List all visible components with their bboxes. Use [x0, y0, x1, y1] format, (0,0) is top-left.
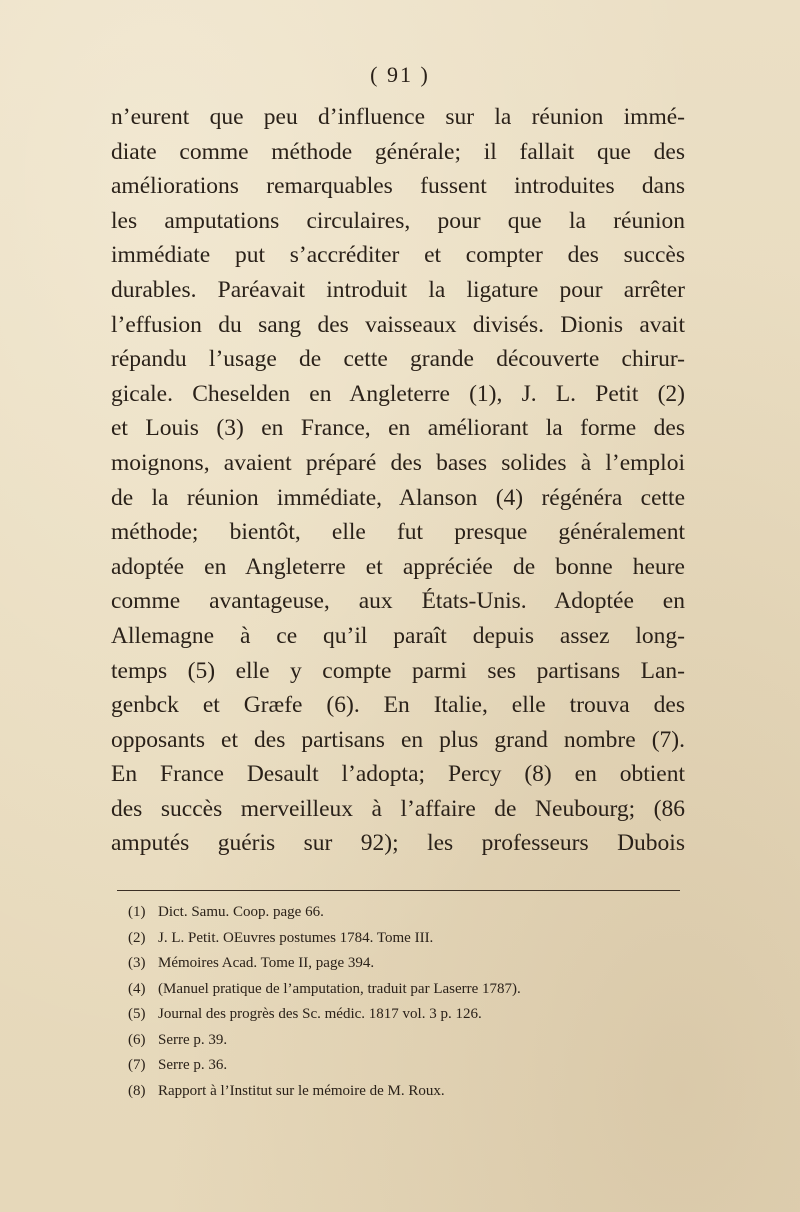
- footnote-text: Mémoires Acad. Tome II, page 394.: [158, 955, 375, 971]
- footnote: [128, 900, 688, 926]
- text-line: l’effusion du sang des vaisseaux divisés. Dionis avait: [111, 311, 685, 338]
- footnote: [128, 1028, 688, 1054]
- text-line: améliorations remarquables fussent introduites dans: [111, 173, 685, 200]
- footnote: [128, 1002, 688, 1028]
- text-line: opposants et des partisans en plus grand nombre (7).: [111, 726, 685, 753]
- text-line: immédiate put s’accréditer et compter des succès: [111, 242, 685, 269]
- text-line: comme avantageuse, aux États-Unis. Adoptée en: [111, 588, 685, 615]
- footnote-text: (Manuel pratique de l’amputation, traduit par Laserre 1787).: [158, 980, 521, 997]
- footnote-text: Serre p. 39.: [158, 1031, 228, 1048]
- footnotes: [128, 900, 688, 1104]
- text-line: de la réunion immédiate, Alanson (4) régénéra cette: [111, 484, 685, 511]
- body-text: [111, 100, 685, 861]
- footnote: [128, 951, 688, 977]
- footnote-mark: (1): [128, 904, 146, 920]
- page-number: ( 91 ): [370, 62, 430, 87]
- footnote: [128, 926, 688, 952]
- text-line: durables. Paréavait introduit la ligature pour arrêter: [111, 276, 685, 303]
- footnote-mark: (5): [128, 1006, 146, 1022]
- text-line: moignons, avaient préparé des bases solides à l’emploi: [111, 449, 685, 476]
- footnote-mark: (6): [128, 1031, 146, 1048]
- text-line: méthode; bientôt, elle fut presque généralement: [111, 519, 685, 546]
- text-line: temps (5) elle y compte parmi ses partisans Lan-: [111, 657, 685, 684]
- footnote: [128, 1079, 688, 1105]
- text-line: les amputations circulaires, pour que la réunion: [111, 207, 685, 234]
- footnote-mark: (8): [128, 1082, 146, 1099]
- text-line: et Louis (3) en France, en améliorant la forme des: [111, 415, 685, 442]
- footnote: [128, 1053, 688, 1079]
- text-line: genbck et Græfe (6). En Italie, elle trouva des: [111, 692, 685, 719]
- text-line: n’eurent que peu d’influence sur la réunion immé-: [111, 104, 685, 130]
- footnote: [128, 977, 688, 1003]
- footnote-mark: (4): [128, 980, 146, 997]
- text-line: gicale. Cheselden en Angleterre (1), J. L. Petit (2): [111, 380, 685, 407]
- footnote-text: Dict. Samu. Coop. page 66.: [158, 904, 324, 920]
- footnote-separator: [117, 890, 680, 891]
- footnote-text: Rapport à l’Institut sur le mémoire de M. Roux.: [158, 1082, 445, 1099]
- footnote-text: Serre p. 36.: [158, 1057, 228, 1073]
- footnote-mark: (2): [128, 929, 146, 946]
- footnote-text: Journal des progrès des Sc. médic. 1817 vol. 3 p. 126.: [158, 1006, 482, 1022]
- text-line: adoptée en Angleterre et appréciée de bonne heure: [111, 553, 685, 580]
- text-line: des succès merveilleux à l’affaire de Neubourg; (86: [111, 795, 685, 822]
- text-line: Allemagne à ce qu’il paraît depuis assez long-: [111, 622, 685, 649]
- text-line: En France Desault l’adopta; Percy (8) en obtient: [111, 761, 685, 788]
- footnote-text: J. L. Petit. OEuvres postumes 1784. Tome III.: [158, 929, 434, 946]
- text-line: diate comme méthode générale; il fallait que des: [111, 138, 685, 165]
- text-line: répandu l’usage de cette grande découverte chirur-: [111, 346, 685, 373]
- text-line: amputés guéris sur 92); les professeurs Dubois: [111, 830, 685, 857]
- footnote-mark: (3): [128, 955, 146, 971]
- footnote-mark: (7): [128, 1057, 146, 1073]
